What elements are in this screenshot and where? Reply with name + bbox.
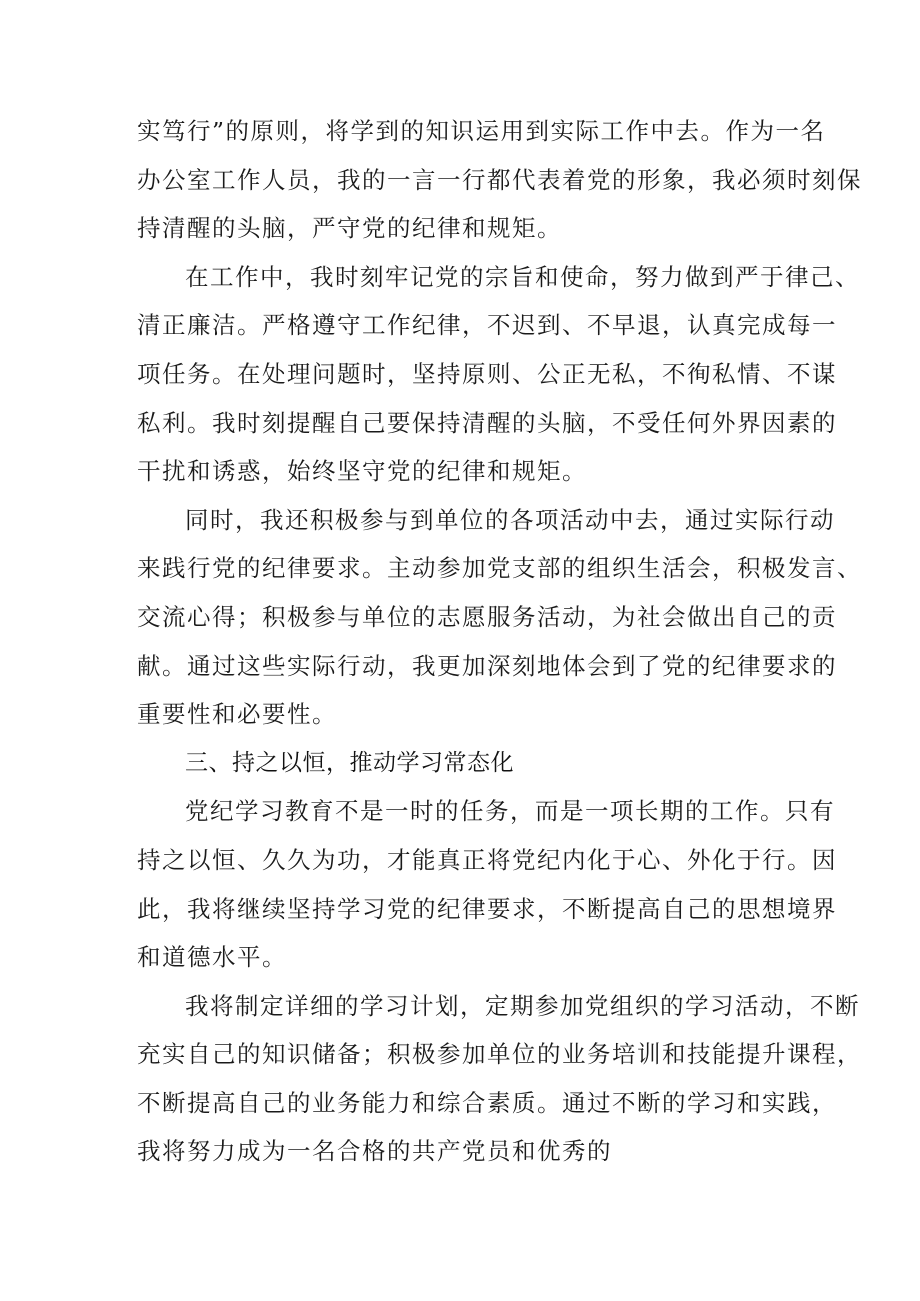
paragraph-long-term	[137, 787, 837, 981]
paragraph-line: 私利。我时刻提醒自己要保持清醒的头脑，不受任何外界因素的	[137, 408, 837, 437]
paragraph-line: 交流心得；积极参与单位的志愿服务活动，为社会做出自己的贡	[137, 602, 837, 631]
paragraph-line: 项任务。在处理问题时，坚持原则、公正无私，不徇私情、不谋	[137, 359, 837, 388]
paragraph-line: 办公室工作人员，我的一言一行都代表着党的形象，我必须时刻保	[137, 165, 862, 194]
paragraph-line: 献。通过这些实际行动，我更加深刻地体会到了党的纪律要求的	[137, 651, 837, 680]
paragraph-line: 在工作中，我时刻牢记党的宗旨和使命，努力做到严于律己、	[185, 262, 860, 291]
document-body	[137, 107, 862, 1176]
paragraph-line: 来践行党的纪律要求。主动参加党支部的组织生活会，积极发言、	[137, 554, 862, 583]
section-heading: 三、持之以恒，推动学习常态化	[185, 749, 514, 776]
paragraph-line: 持之以恒、久久为功，才能真正将党纪内化于心、外化于行。因	[137, 845, 837, 874]
paragraph-line: 和道德水平。	[137, 943, 287, 972]
paragraph-line: 我将努力成为一名合格的共产党员和优秀的	[137, 1137, 612, 1166]
paragraph-line: 此，我将继续坚持学习党的纪律要求，不断提高自己的思想境界	[137, 894, 837, 923]
paragraph-study-plan	[137, 982, 862, 1176]
paragraph-line: 干扰和诱惑，始终坚守党的纪律和规矩。	[137, 457, 587, 486]
paragraph-line: 同时，我还积极参与到单位的各项活动中去，通过实际行动	[185, 505, 835, 534]
paragraph-line: 我将制定详细的学习计划，定期参加党组织的学习活动，不断	[185, 991, 860, 1020]
paragraph-work-discipline	[137, 253, 860, 496]
paragraph-line: 清正廉洁。严格遵守工作纪律，不迟到、不早退，认真完成每一	[137, 311, 837, 340]
paragraph-line: 实笃行”的原则，将学到的知识运用到实际工作中去。作为一名	[137, 117, 826, 145]
paragraph-line: 充实自己的知识储备；积极参加单位的业务培训和技能提升课程，	[137, 1040, 862, 1069]
paragraph-line: 不断提高自己的业务能力和综合素质。通过不断的学习和实践，	[137, 1088, 837, 1117]
paragraph-line: 持清醒的头脑，严守党的纪律和规矩。	[137, 214, 562, 243]
paragraph-activities	[137, 496, 862, 739]
paragraph-line: 党纪学习教育不是一时的任务，而是一项长期的工作。只有	[185, 797, 835, 826]
paragraph-line: 重要性和必要性。	[137, 700, 337, 729]
paragraph-continuation	[137, 107, 862, 253]
